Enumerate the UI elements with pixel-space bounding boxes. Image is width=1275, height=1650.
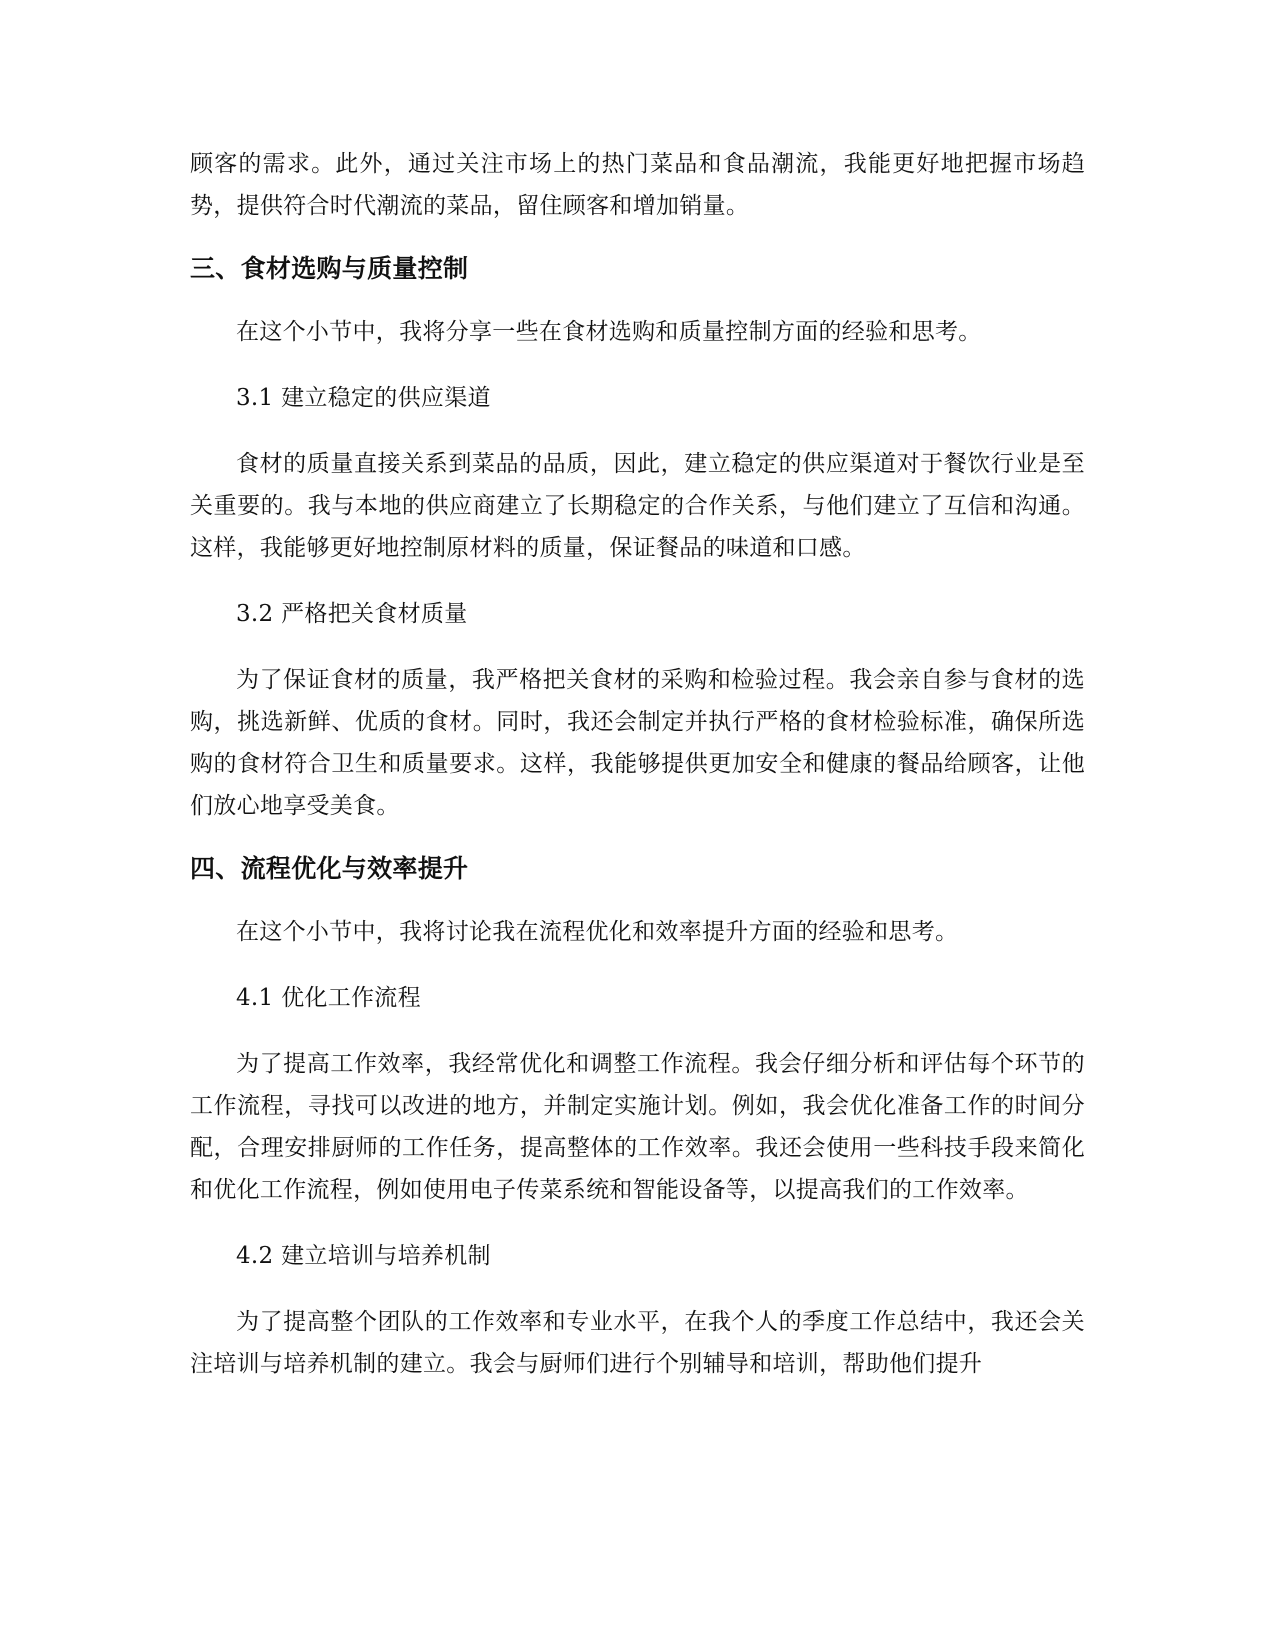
subsection-4-2-body: 为了提高整个团队的工作效率和专业水平，在我个人的季度工作总结中，我还会关注培训与培养机制的建立。我会与厨师们进行个别辅导和培训，帮助他们提升 bbox=[190, 1309, 1085, 1377]
subsection-3-1-title: 3.1 建立稳定的供应渠道 bbox=[236, 385, 491, 411]
subsection-4-1-title: 4.1 优化工作流程 bbox=[236, 985, 421, 1011]
section-4-heading: 四、流程优化与效率提升 bbox=[190, 854, 469, 883]
document-page bbox=[190, 143, 1085, 1385]
subsection-3-2-body: 为了保证食材的质量，我严格把关食材的采购和检验过程。我会亲自参与食材的选购，挑选新鲜、优质的食材。同时，我还会制定并执行严格的食材检验标准，确保所选购的食材符合卫生和质量要求。这样，我能够提供更加安全和健康的餐品给顾客，让他们放心地享受美食。 bbox=[190, 667, 1085, 819]
intro-paragraph: 顾客的需求。此外，通过关注市场上的热门菜品和食品潮流，我能更好地把握市场趋势，提供符合时代潮流的菜品，留住顾客和增加销量。 bbox=[190, 151, 1085, 219]
subsection-3-1-body: 食材的质量直接关系到菜品的品质，因此，建立稳定的供应渠道对于餐饮行业是至关重要的。我与本地的供应商建立了长期稳定的合作关系，与他们建立了互信和沟通。这样，我能够更好地控制原材料的质量，保证餐品的味道和口感。 bbox=[190, 451, 1085, 561]
subsection-4-1-body: 为了提高工作效率，我经常优化和调整工作流程。我会仔细分析和评估每个环节的工作流程，寻找可以改进的地方，并制定实施计划。例如，我会优化准备工作的时间分配，合理安排厨师的工作任务，提高整体的工作效率。我还会使用一些科技手段来简化和优化工作流程，例如使用电子传菜系统和智能设备等，以提高我们的工作效率。 bbox=[190, 1051, 1085, 1203]
subsection-4-2-title: 4.2 建立培训与培养机制 bbox=[236, 1243, 491, 1269]
section-3-intro: 在这个小节中，我将分享一些在食材选购和质量控制方面的经验和思考。 bbox=[236, 319, 982, 345]
section-3-heading: 三、食材选购与质量控制 bbox=[190, 254, 469, 283]
subsection-3-2-title: 3.2 严格把关食材质量 bbox=[236, 601, 468, 627]
section-4-intro: 在这个小节中，我将讨论我在流程优化和效率提升方面的经验和思考。 bbox=[236, 919, 959, 945]
